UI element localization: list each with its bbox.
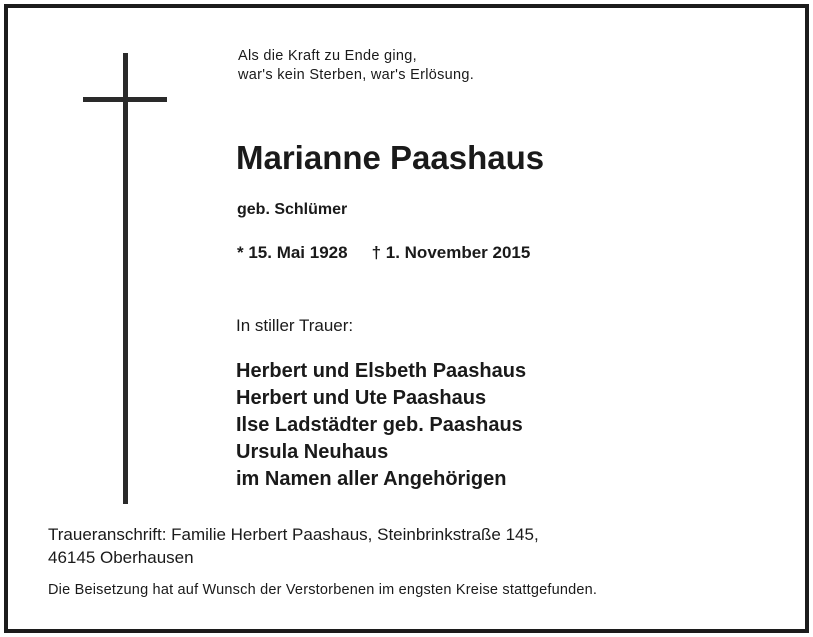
mourner-name: Herbert und Ute Paashaus bbox=[236, 387, 487, 409]
verse-line-1: Als die Kraft zu Ende ging, bbox=[238, 48, 417, 64]
verse-line-2: war's kein Sterben, war's Erlösung. bbox=[238, 67, 475, 83]
cross-icon bbox=[123, 53, 128, 504]
life-dates bbox=[237, 243, 530, 263]
mourning-address bbox=[48, 523, 539, 569]
mourner-name: Herbert und Elsbeth Paashaus bbox=[236, 360, 527, 382]
address-line-2: 46145 Oberhausen bbox=[48, 548, 194, 567]
mourning-heading: In stiller Trauer: bbox=[236, 316, 354, 335]
deceased-name: Marianne Paashaus bbox=[236, 139, 545, 176]
mourner-name: Ilse Ladstädter geb. Paashaus bbox=[236, 414, 523, 436]
mourner-name: Ursula Neuhaus bbox=[236, 441, 389, 463]
address-line-1: Traueranschrift: Familie Herbert Paashaus, Steinbrinkstraße 145, bbox=[48, 525, 539, 544]
cross-icon-crossbar bbox=[83, 97, 167, 102]
maiden-name: geb. Schlümer bbox=[237, 201, 348, 218]
birth-date: * 15. Mai 1928 bbox=[237, 243, 348, 262]
burial-note: Die Beisetzung hat auf Wunsch der Verstorbenen im engsten Kreise stattgefunden. bbox=[48, 582, 598, 598]
mourners-list bbox=[236, 358, 526, 493]
memorial-verse bbox=[238, 47, 474, 85]
death-date: † 1. November 2015 bbox=[371, 243, 531, 262]
mourner-name: im Namen aller Angehörigen bbox=[236, 468, 507, 490]
